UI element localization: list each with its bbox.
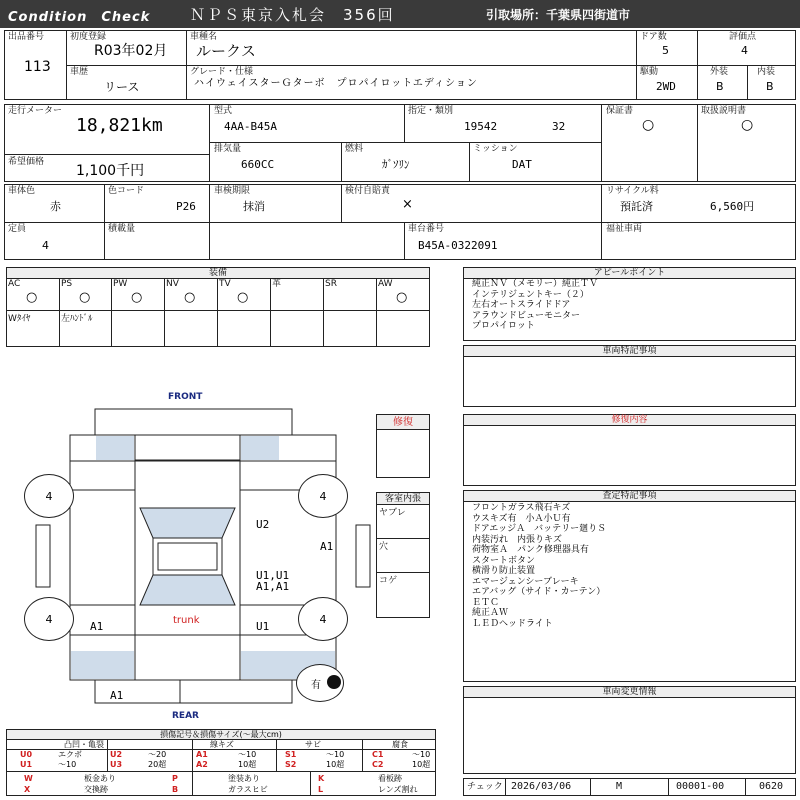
damage-legend-title: 損傷記号＆損傷サイズ(～最大cm) xyxy=(7,730,435,740)
inspection-line: スタートボタン xyxy=(472,555,536,566)
legend-dent-header: 凸凹・亀裂 xyxy=(64,740,104,749)
legend-desc: 20超 xyxy=(148,760,167,769)
equip-tv-label: TV xyxy=(219,279,231,289)
capacity-value: 4 xyxy=(42,239,49,252)
drive-value: 2WD xyxy=(656,80,676,93)
price-value: 1,100千円 xyxy=(76,163,145,179)
history-value: リース xyxy=(104,80,140,94)
first-reg-label: 初度登録 xyxy=(70,32,107,42)
category-value: 32 xyxy=(552,120,566,133)
inspection-notes-list xyxy=(472,503,606,629)
auction-name: ＮＰＳ東京入札会 356回 xyxy=(190,6,395,24)
damage-a1-right-door: A1 xyxy=(320,540,334,553)
equip-sr-label: SR xyxy=(325,279,337,289)
equip-tv-mark: ○ xyxy=(237,290,249,305)
chassis-value: B45A-0322091 xyxy=(418,239,498,252)
mission-label: ミッション xyxy=(473,144,518,154)
grade-label: グレード・仕様 xyxy=(190,67,254,77)
sheet-title: Condition Check xyxy=(8,10,151,25)
legend-code: U3 xyxy=(110,760,123,769)
self-insurance-value: × xyxy=(402,197,413,212)
legend-code: C2 xyxy=(372,760,384,769)
diagram-rear-label: REAR xyxy=(172,711,199,721)
mission-value: DAT xyxy=(512,158,532,171)
legend-code: X xyxy=(24,785,31,794)
inspection-expiry-label: 車検期限 xyxy=(214,186,251,196)
inspection-line: ドアエッジＡ バッテリー廻りＳ xyxy=(472,524,607,534)
designation-value: 19542 xyxy=(464,120,498,133)
legend-desc: エクボ xyxy=(58,750,82,759)
model-value: 4AA-B45A xyxy=(224,120,277,133)
doors-label: ドア数 xyxy=(640,32,667,42)
interior-grade: B xyxy=(766,80,774,93)
score-label: 評価点 xyxy=(729,32,757,42)
inspection-line: ウスキズ有 小Ａ小Ｕ有 xyxy=(472,513,571,524)
warranty-value: ○ xyxy=(642,117,655,133)
spare-tire-text: 有 xyxy=(311,679,321,691)
legend-desc: レンズ割れ xyxy=(378,785,418,794)
capacity-label: 定員 xyxy=(8,224,27,234)
legend-desc: 交換跡 xyxy=(84,785,108,794)
header-bar xyxy=(0,0,800,28)
legend-code: U0 xyxy=(20,750,33,759)
doors-value: 5 xyxy=(662,44,669,57)
appeal-line: 純正ＮＶ（メモリー）純正ＴＶ xyxy=(472,279,599,289)
damage-a1-bumper: A1 xyxy=(110,689,124,702)
legend-desc: 看板跡 xyxy=(378,774,402,783)
appeal-points-list xyxy=(472,279,598,332)
exterior-grade: B xyxy=(716,80,724,93)
equip-ac-mark: ○ xyxy=(26,290,38,305)
legend-code: W xyxy=(24,774,33,783)
spare-tire-icon xyxy=(327,675,341,689)
legend-scratch-header: 線キズ xyxy=(210,740,234,749)
body-color-label: 車体色 xyxy=(8,186,36,196)
inspection-line: エアバッグ（サイド・カーテン） xyxy=(472,587,606,597)
legend-desc: ～20 xyxy=(148,750,167,759)
appeal-line: 左右オートスライドドア xyxy=(472,300,571,310)
displacement-value: 660CC xyxy=(241,158,275,171)
legend-desc: 10超 xyxy=(412,760,431,769)
equip-lhd-label: 左ﾊﾝﾄﾞﾙ xyxy=(61,314,93,324)
lot-label: 出品番号 xyxy=(8,32,45,42)
legend-desc: ガラスヒビ xyxy=(228,785,268,794)
cabin-tear-label: ヤブレ xyxy=(379,508,406,518)
legend-code: K xyxy=(318,774,325,783)
equip-nv-mark: ○ xyxy=(184,290,196,305)
chassis-label: 車台番号 xyxy=(408,224,445,234)
legend-code: U2 xyxy=(110,750,123,759)
car-name-value: ルークス xyxy=(196,42,256,60)
legend-desc: ～10 xyxy=(238,750,257,759)
equip-aw-label: AW xyxy=(378,279,393,289)
mileage-value: 18,821km xyxy=(76,115,163,136)
legend-desc: 10超 xyxy=(238,760,257,769)
warranty-label: 保証書 xyxy=(606,106,634,116)
vehicle-change-panel xyxy=(463,686,796,774)
designation-label: 指定・類別 xyxy=(408,106,454,116)
load-label: 積載量 xyxy=(108,224,136,234)
tire-front-right: 4 xyxy=(298,474,348,518)
inspection-line: 内装汚れ 内張りキズ xyxy=(472,534,562,545)
equip-leather-label: 革 xyxy=(272,279,282,289)
legend-code: A2 xyxy=(196,760,208,769)
legend-desc: 10超 xyxy=(326,760,345,769)
pickup-location: 引取場所：千葉県四街道市 xyxy=(486,8,631,22)
damage-a1-left: A1 xyxy=(90,620,104,633)
legend-code: P xyxy=(172,774,178,783)
legend-desc: ～10 xyxy=(326,750,345,759)
vehicle-change-title: 車両変更情報 xyxy=(464,687,795,698)
damage-a1-center: A1,A1 xyxy=(256,580,290,593)
inspection-line: 横滑り防止装置 xyxy=(472,566,536,576)
inspection-line: フロントガラス飛石キズ xyxy=(472,503,571,513)
car-name-label: 車種名 xyxy=(190,32,218,42)
legend-code: S2 xyxy=(285,760,297,769)
fuel-label: 燃料 xyxy=(345,144,364,154)
check-date: 2026/03/06 xyxy=(511,781,572,792)
legend-code: C1 xyxy=(372,750,384,759)
interior-label: 内装 xyxy=(757,67,776,77)
check-mark: M xyxy=(616,781,623,792)
recycle-status: 預託済 xyxy=(620,200,653,213)
appeal-line: インテリジェントキー（２） xyxy=(472,289,589,300)
first-reg-value: R03年02月 xyxy=(94,43,168,59)
equip-ps-mark: ○ xyxy=(79,290,91,305)
inspection-expiry-value: 抹消 xyxy=(243,200,265,213)
fuel-value: ｶﾞｿﾘﾝ xyxy=(382,158,410,171)
damage-u2: U2 xyxy=(256,518,270,531)
equip-aw-mark: ○ xyxy=(396,290,408,305)
equipment-title: 装備 xyxy=(7,268,429,279)
tire-rear-right: 4 xyxy=(298,597,348,641)
manual-value: ○ xyxy=(741,117,754,133)
inspection-line: ＬＥＤヘッドライト xyxy=(472,618,553,629)
footer-code2: 0620 xyxy=(759,781,784,792)
equip-pw-mark: ○ xyxy=(131,290,143,305)
equip-ps-label: PS xyxy=(61,279,73,289)
cabin-hole-label: 穴 xyxy=(379,542,389,552)
score-value: 4 xyxy=(741,44,748,57)
repair-details-title: 修復内容 xyxy=(464,415,795,426)
inspection-line: ＥＴＣ xyxy=(472,597,500,608)
tire-front-left: 4 xyxy=(24,474,74,518)
color-code-label: 色コード xyxy=(108,186,145,196)
drive-label: 駆動 xyxy=(640,67,659,77)
equip-ac-label: AC xyxy=(8,279,21,289)
cabin-interior-title: 客室内張 xyxy=(377,493,429,505)
legend-code: B xyxy=(172,785,179,794)
model-label: 型式 xyxy=(214,106,233,116)
diagram-front-label: FRONT xyxy=(168,392,203,402)
color-code-value: P26 xyxy=(176,200,196,213)
grade-value: ハイウェイスターＧターボ プロパイロットエディション xyxy=(194,78,478,89)
equip-wtire-label: Wﾀｲﾔ xyxy=(8,314,31,324)
inspection-line: エマージェンシーブレーキ xyxy=(472,576,579,587)
self-insurance-label: 検付自賠責 xyxy=(345,186,391,196)
legend-code: U1 xyxy=(20,760,33,769)
inspection-line: 純正ＡＷ xyxy=(472,608,509,618)
body-color-value: 赤 xyxy=(50,200,61,213)
appeal-line: アラウンドビューモニター xyxy=(472,310,581,321)
mileage-label: 走行メーター xyxy=(8,106,63,116)
repair-box-title: 修復 xyxy=(377,415,429,430)
damage-u1-right: U1 xyxy=(256,620,270,633)
footer-code1: 00001-00 xyxy=(676,781,725,792)
equip-pw-label: PW xyxy=(113,279,128,289)
legend-code: L xyxy=(318,785,324,794)
lot-value: 113 xyxy=(24,59,51,75)
equip-nv-label: NV xyxy=(166,279,179,289)
legend-corrosion-header: 腐食 xyxy=(392,740,408,749)
recycle-value: 6,560円 xyxy=(710,200,755,213)
check-label: チェック xyxy=(467,782,503,792)
legend-code: A1 xyxy=(196,750,208,759)
trunk-label: trunk xyxy=(173,615,200,626)
inspection-notes-title: 査定特記事項 xyxy=(464,491,795,502)
exterior-label: 外装 xyxy=(710,67,729,77)
inspection-line: 荷物室Ａ パンク修理器具有 xyxy=(472,545,589,555)
history-label: 車歴 xyxy=(70,67,89,77)
recycle-label: リサイクル料 xyxy=(606,186,659,196)
displacement-label: 排気量 xyxy=(214,144,242,154)
legend-code: S1 xyxy=(285,750,297,759)
price-label: 希望価格 xyxy=(8,157,45,167)
appeal-line: プロパイロット xyxy=(472,321,535,331)
car-diagram xyxy=(0,400,440,710)
legend-desc: 塗装あり xyxy=(228,774,260,783)
vehicle-notes-title: 車両特記事項 xyxy=(464,346,795,357)
damage-u1-center: U1,U1 xyxy=(256,569,290,582)
legend-rust-header: サビ xyxy=(305,740,321,749)
legend-desc: 板金あり xyxy=(84,774,116,783)
tire-rear-left: 4 xyxy=(24,597,74,641)
appeal-points-title: アピールポイント xyxy=(464,268,795,279)
legend-desc: ～10 xyxy=(58,760,77,769)
cabin-burn-label: コゲ xyxy=(379,576,398,586)
welfare-label: 福祉車両 xyxy=(606,224,643,234)
legend-desc: ～10 xyxy=(412,750,431,759)
manual-label: 取扱説明書 xyxy=(701,106,747,116)
